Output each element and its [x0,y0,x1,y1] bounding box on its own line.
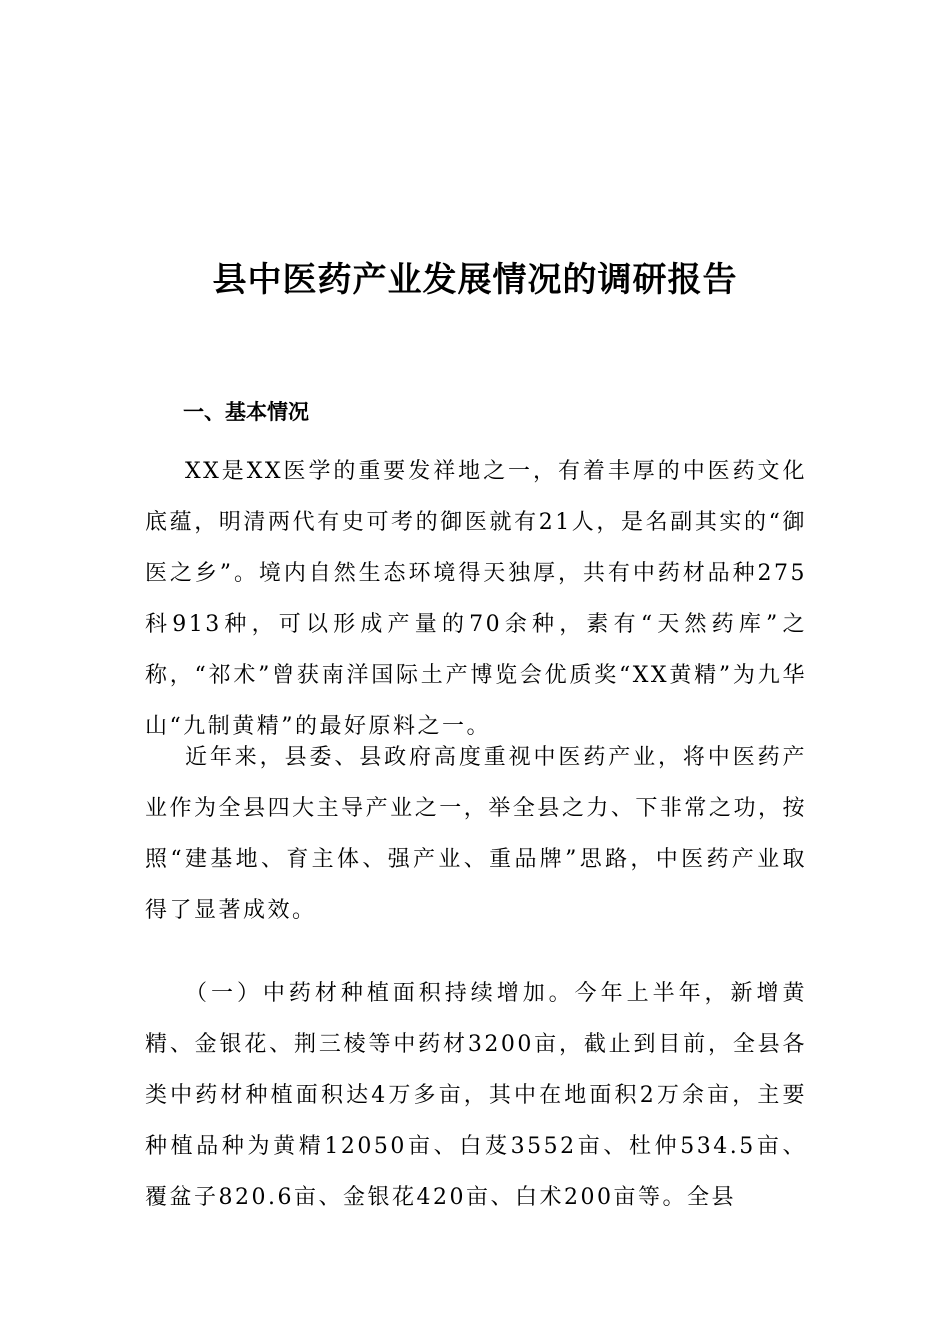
document-title: 县中医药产业发展情况的调研报告 [212,260,738,300]
paragraph-background: XX是XX医学的重要发祥地之一，有着丰厚的中医药文化底蕴，明清两代有史可考的御医就有21人，是名副其实的“御医之乡”。境内自然生态环境得天独厚，共有中药材品种275科913种，可以形成产量的70余种，素有“天然药库”之称，“祁术”曾获南洋国际土产博览会优质奖“XX黄精”为九华山“九制黄精”的最好原料之一。 [145,459,807,739]
section-heading: 一、基本情况 [183,400,309,424]
paragraph-planting-area: （一）中药材种植面积持续增加。今年上半年，新增黄精、金银花、荆三棱等中药材3200亩，截止到目前，全县各类中药材种植面积达4万多亩，其中在地面积2万余亩，主要种植品种为黄精12050亩、白芨3552亩、杜仲534.5亩、覆盆子820.6亩、金银花420亩、白术200亩等。全县 [145,981,807,1210]
paragraph-policy: 近年来，县委、县政府高度重视中医药产业，将中医药产业作为全县四大主导产业之一，举全县之力、下非常之功，按照“建基地、育主体、强产业、重品牌”思路，中医药产业取得了显著成效。 [145,745,807,923]
